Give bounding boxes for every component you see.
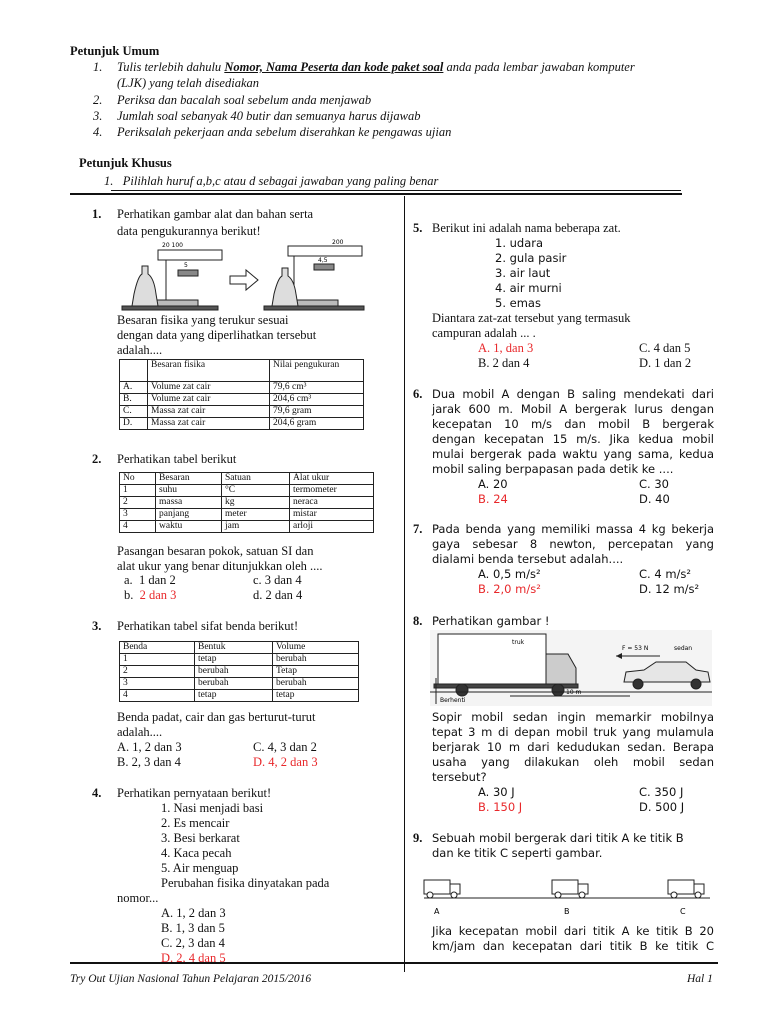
q2-option-d: d. 2 dan 4: [253, 588, 303, 602]
q4-item-5: 5. Air menguap: [161, 861, 239, 875]
footer-divider: [70, 962, 718, 964]
q8-option-c: C. 350 J: [639, 785, 684, 799]
q4-option-b: B. 1, 3 dan 5: [161, 921, 225, 935]
q9-line-1: Sebuah mobil bergerak dari titik A ke titik B: [432, 831, 684, 845]
q1-scale-left: [158, 250, 222, 260]
table-row: 1 suhu °C termometer: [120, 485, 374, 497]
q5-line-1: Berikut ini adalah nama beberapa zat.: [432, 221, 621, 235]
table-row: 2 massa kg neraca: [120, 497, 374, 509]
q4-item-4: 4. Kaca pecah: [161, 846, 232, 860]
table-row: 3 panjang meter mistar: [120, 509, 374, 521]
q8-distance-label: 10 m: [566, 689, 582, 696]
q4-option-a: A. 1, 2 dan 3: [161, 906, 226, 920]
general-item-1-line2: (LJK) yang telah disediakan: [117, 76, 259, 90]
q2-option-a: a. 1 dan 2: [124, 573, 176, 587]
q1-para-1: Besaran fisika yang terukur sesuai: [117, 313, 289, 327]
q3-para-1: Benda padat, cair dan gas berturut-turut: [117, 710, 316, 724]
q3-option-c: C. 4, 3 dan 2: [253, 740, 317, 754]
q3-option-b: B. 2, 3 dan 4: [117, 755, 181, 769]
q5-option-c: C. 4 dan 5: [639, 341, 691, 355]
q6-line-4: dengan kecepatan 15 m/s. Jika kedua mobil: [432, 432, 714, 446]
q6-option-b: B. 24: [478, 492, 508, 506]
q9-car-path-figure: [418, 874, 714, 918]
q8-para-4: usaha yang dilakukan oleh mobil sedan: [432, 755, 714, 769]
table-row: C. Massa zat cair 79,6 gram: [120, 406, 364, 418]
general-item-1-pre: Tulis terlebih dahulu: [117, 60, 225, 74]
special-item-1: 1. Pilihlah huruf a,b,c atau d sebagai jawaban yang paling benar: [104, 174, 439, 188]
q3-table: [119, 641, 359, 702]
q7-option-d: D. 12 m/s²: [639, 582, 700, 596]
q1-para-3: adalah....: [117, 343, 163, 357]
q2-table-header: No Besaran Satuan Alat ukur: [120, 473, 374, 485]
q3-option-a: A. 1, 2 dan 3: [117, 740, 182, 754]
q2-number: 2.: [92, 452, 102, 466]
table-row: 3 berubah berubah: [120, 678, 359, 690]
q1-measurement-figure: [118, 236, 370, 312]
q9-line-2: dan ke titik C seperti gambar.: [432, 846, 603, 860]
q2-option-b: b. 2 dan 3: [124, 588, 177, 602]
q3-number: 3.: [92, 619, 102, 633]
general-instructions-title: Petunjuk Umum: [70, 44, 160, 58]
q7-line-1: Pada benda yang memiliki massa 4 kg bekerja: [432, 522, 714, 536]
q1-table-header: Besaran fisika Nilai pengukuran: [120, 360, 364, 382]
q1-scale-left-label: 20 100: [162, 242, 183, 249]
table-row: 4 waktu jam arloji: [120, 521, 374, 533]
q9-car-c: [668, 880, 704, 898]
q7-line-3: dialami benda tersebut adalah....: [432, 552, 624, 566]
header-divider-thick: [70, 193, 682, 195]
q6-option-a: A. 20: [478, 477, 508, 491]
q6-number: 6.: [413, 387, 423, 401]
q5-item-1: 1. udara: [495, 236, 544, 250]
q6-line-2: jarak 600 m. Mobil A bergerak lurus dengan: [432, 402, 714, 416]
q2-line-1: Perhatikan tabel berikut: [117, 452, 237, 466]
q6-line-1: Dua mobil A dengan B saling mendekati dari: [432, 387, 714, 401]
q1-line-2: data pengukurannya berikut!: [117, 224, 261, 238]
q1-flask-left: [132, 266, 158, 306]
q7-option-b: B. 2,0 m/s²: [478, 582, 541, 596]
table-row: 1 tetap berubah: [120, 654, 359, 666]
q5-item-3: 3. air laut: [495, 266, 551, 280]
q4-number: 4.: [92, 786, 102, 800]
q8-option-a: A. 30 J: [478, 785, 515, 799]
q9-car-a: [424, 880, 460, 898]
q5-item-2: 2. gula pasir: [495, 251, 567, 265]
q1-mass-right-label: 4,5: [318, 257, 328, 264]
q5-item-5: 5. emas: [495, 296, 541, 310]
q7-number: 7.: [413, 522, 423, 536]
q1-table: [119, 359, 364, 430]
q4-option-d: D. 2, 4 dan 5: [161, 951, 226, 965]
q5-option-b: B. 2 dan 4: [478, 356, 530, 370]
q4-para-2: nomor...: [117, 891, 159, 905]
q9-number: 9.: [413, 831, 423, 845]
footer-exam-title: Try Out Ujian Nasional Tahun Pelajaran 2015/2016: [70, 973, 312, 985]
q4-item-2: 2. Es mencair: [161, 816, 230, 830]
table-row: 4 tetap tetap: [120, 690, 359, 702]
q8-sedan-label: sedan: [674, 645, 693, 652]
q6-line-3: kecepatan 10 m/s dan mobil B bergerak: [432, 417, 714, 431]
column-divider: [404, 196, 405, 972]
q3-para-2: adalah....: [117, 725, 163, 739]
q8-line-1: Perhatikan gambar !: [432, 614, 550, 628]
q7-line-2: gaya sebesar 8 newton, percepatan yang: [432, 537, 714, 551]
q2-para-2: alat ukur yang benar ditunjukkan oleh ....: [117, 559, 323, 573]
q1-mass-left-label: 5: [184, 262, 188, 269]
q5-option-a: A. 1, dan 3: [478, 341, 534, 355]
q3-option-d: D. 4, 2 dan 3: [253, 755, 318, 769]
q5-number: 5.: [413, 221, 423, 235]
table-row: 2 berubah Tetap: [120, 666, 359, 678]
q2-option-c: c. 3 dan 4: [253, 573, 302, 587]
q4-option-c: C. 2, 3 dan 4: [161, 936, 225, 950]
q6-line-6: mobil saling berpapasan pada detik ke ....: [432, 462, 674, 476]
q7-option-a: A. 0,5 m/s²: [478, 567, 541, 581]
q1-scale-right-label: 200: [332, 239, 344, 246]
q9-point-a: A: [434, 907, 440, 916]
q5-option-d: D. 1 dan 2: [639, 356, 692, 370]
q9-point-b: B: [564, 907, 570, 916]
table-row: D. Massa zat cair 204,6 gram: [120, 418, 364, 430]
q8-truck-sedan-figure: [430, 630, 712, 706]
q8-para-1: Sopir mobil sedan ingin memarkir mobilnya: [432, 710, 714, 724]
q6-option-d: D. 40: [639, 492, 670, 506]
q5-para-1: Diantara zat-zat tersebut yang termasuk: [432, 311, 631, 325]
q1-arrow: [230, 270, 258, 290]
q8-para-2: tepat 3 m di depan mobil truk yang mulamula: [432, 725, 714, 739]
q1-para-2: dengan data yang diperlihatkan tersebut: [117, 328, 317, 342]
q8-para-5: tersebut?: [432, 770, 487, 784]
q4-line-1: Perhatikan pernyataan berikut!: [117, 786, 272, 800]
q8-number: 8.: [413, 614, 423, 628]
q1-number: 1.: [92, 207, 102, 221]
q8-para-3: berjarak 10 m dari kedudukan sedan. Berapa: [432, 740, 714, 754]
q9-point-c: C: [680, 907, 686, 916]
q2-table: [119, 472, 374, 533]
general-item-1-num: 1.: [93, 60, 103, 74]
q4-para-1: Perubahan fisika dinyatakan pada: [161, 876, 330, 890]
general-item-1-post: anda pada lembar jawaban komputer: [443, 60, 635, 74]
q9-para-2: km/jam dan kecepatan dari titik B ke titik C: [432, 939, 714, 953]
q4-item-3: 3. Besi berkarat: [161, 831, 240, 845]
q4-item-1: 1. Nasi menjadi basi: [161, 801, 264, 815]
special-instructions-title: Petunjuk Khusus: [79, 156, 172, 170]
q5-item-4: 4. air murni: [495, 281, 562, 295]
q3-table-header: Benda Bentuk Volume: [120, 642, 359, 654]
general-item-1-emph: Nomor, Nama Peserta dan kode paket soal: [224, 60, 444, 74]
footer-page-number: Hal 1: [687, 973, 713, 985]
table-row: B. Volume zat cair 204,6 cm³: [120, 394, 364, 406]
q6-option-c: C. 30: [639, 477, 669, 491]
q8-option-d: D. 500 J: [639, 800, 685, 814]
q5-para-2: campuran adalah ... .: [432, 326, 536, 340]
table-row: A. Volume zat cair 79,6 cm³: [120, 382, 364, 394]
q2-para-1: Pasangan besaran pokok, satuan SI dan: [117, 544, 314, 558]
q9-car-b: [552, 880, 588, 898]
header-divider-thin: [111, 190, 681, 191]
q8-option-b: B. 150 J: [478, 800, 523, 814]
q6-line-5: mulai bergerak pada waktu yang sama, kedua: [432, 447, 714, 461]
q8-force-label: F = 53 N: [622, 645, 649, 652]
q8-stop-label: Berhenti: [440, 697, 466, 704]
q1-line-1: Perhatikan gambar alat dan bahan serta: [117, 207, 314, 221]
q7-option-c: C. 4 m/s²: [639, 567, 691, 581]
q1-scale-right: [288, 246, 362, 256]
q3-line-1: Perhatikan tabel sifat benda berikut!: [117, 619, 299, 633]
q9-para-1: Jika kecepatan mobil dari titik A ke titik B 20: [432, 924, 714, 938]
q8-truck-label: truk: [512, 639, 525, 646]
